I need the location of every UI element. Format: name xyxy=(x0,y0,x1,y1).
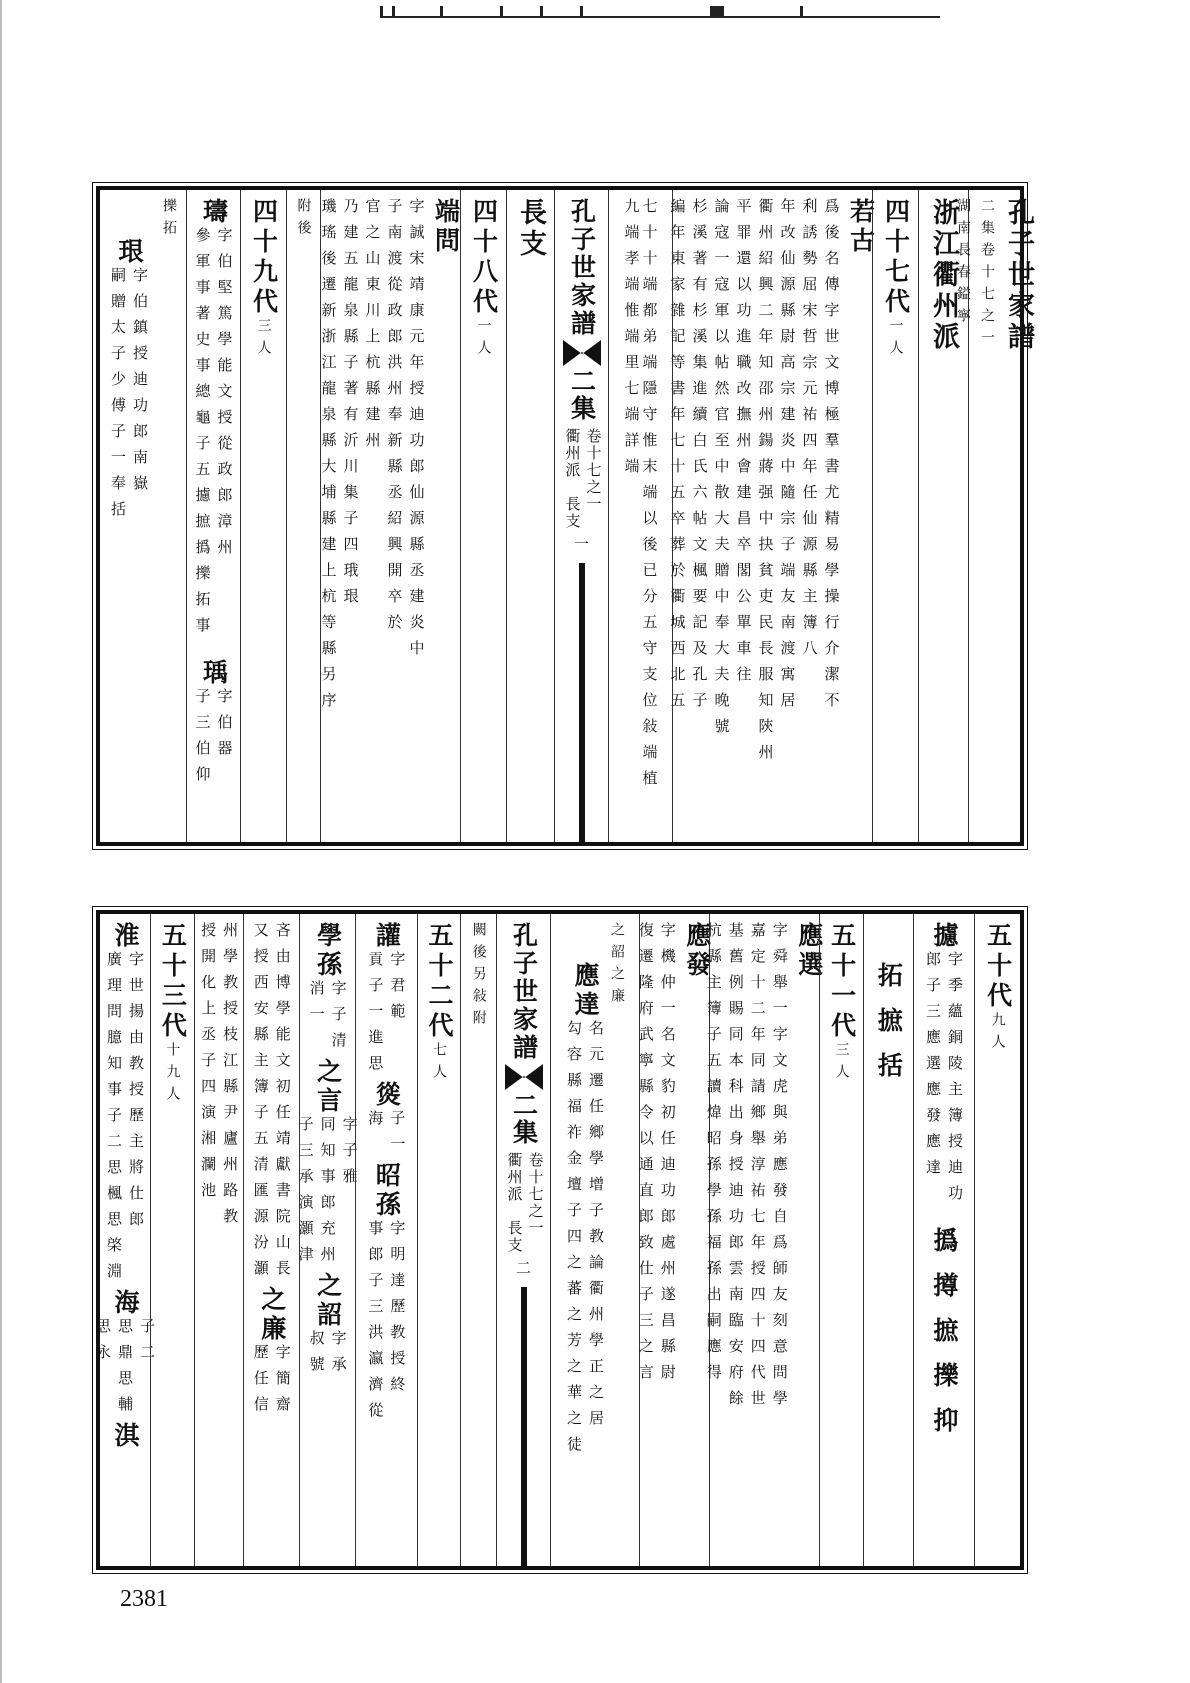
branch-title: 長支 xyxy=(515,198,546,260)
person-name: 璹 xyxy=(199,198,229,227)
gen-entry xyxy=(100,190,186,842)
biography-line: 字伯器 xyxy=(215,688,234,766)
person-name: 珢 xyxy=(115,238,144,267)
person-name: 應選 xyxy=(794,922,824,980)
changzhi-column xyxy=(506,190,554,842)
spine-bar xyxy=(521,1287,527,1566)
biography-line: 爲後名傳字世文博極羣書尤精易學操行介潔不 xyxy=(822,198,841,718)
biography-line: 同知事郎充州 xyxy=(318,1116,337,1272)
biography-line: 子三承演灝津 xyxy=(296,1116,315,1272)
generation-51-count: 三人 xyxy=(833,1042,850,1086)
spine-bar xyxy=(579,563,585,842)
fish-tail-mark-icon xyxy=(505,1064,543,1090)
appendix-note: 闕後另敍附 xyxy=(470,922,487,1032)
biography-line: 璣瑤後遷新浙江龍泉縣大埔縣建上杭等縣另序 xyxy=(319,198,338,718)
ruogu-entry xyxy=(668,190,876,842)
biography-line: 編年東家雜記等書年七十五卒葬於衢城西北五 xyxy=(668,198,687,718)
person-name: 摭 xyxy=(929,1317,959,1346)
person-name: 淇 xyxy=(111,1422,140,1451)
spine-column xyxy=(496,914,550,1566)
top-scan-marks xyxy=(380,6,940,20)
fish-tail-mark-icon xyxy=(563,340,601,366)
biography-line: 嘉定十二年同請鄉舉淳祐七年授四十四代世 xyxy=(748,922,767,1416)
ju-entry xyxy=(913,914,975,1566)
person-name: 若古 xyxy=(846,198,876,256)
biography-line: 字明達歷教授終 xyxy=(388,1220,407,1402)
huan-zhu-zhaosun-column xyxy=(355,914,417,1566)
person-name: 擽 xyxy=(929,1362,959,1391)
generation-51-label: 五十一代 xyxy=(827,922,857,1042)
notes2-column xyxy=(194,914,244,1566)
biography-line: 子二 xyxy=(138,1318,156,1370)
name-list: 之韶之廉 xyxy=(609,922,626,1010)
biography-line: 消一 xyxy=(307,980,326,1032)
biography-line: 基舊例賜同本科出身授迪功郎雲南臨安府餘 xyxy=(726,922,745,1416)
spine-collection: 二集 xyxy=(509,1092,539,1146)
biography-line: 海 xyxy=(366,1110,385,1136)
appendix-note: 附後 xyxy=(295,198,312,242)
spine-volume: 卷十七之一 xyxy=(584,428,603,513)
generation-48-count: 一人 xyxy=(475,318,492,362)
biography-line: 思鼎思輔 xyxy=(116,1318,134,1422)
generation-50-column xyxy=(974,914,1020,1566)
biography-line: 字誠宋靖康元年授迪功郎仙源縣丞建炎中 xyxy=(407,198,426,666)
spine-title: 孔子世家譜 xyxy=(509,922,539,1062)
volume-label: 二集卷十七之一 xyxy=(979,198,995,352)
generation-53-label: 五十三代 xyxy=(158,922,188,1042)
biography-line: 字機仲一名文豹初任迪功郎處州遂昌縣尉 xyxy=(658,922,677,1390)
person-name: 攄 xyxy=(929,922,959,951)
biography-line: 杭縣主簿子五讀煒昭孫學孫福孫出嗣應得 xyxy=(704,922,723,1390)
person-name: 學孫 xyxy=(313,922,343,980)
generation-50-label: 五十代 xyxy=(983,922,1013,1012)
yingfa-entry xyxy=(636,914,712,1566)
person-name: 之廉 xyxy=(257,1286,287,1344)
person-name: 之詔 xyxy=(313,1272,343,1330)
appendix-note-column xyxy=(286,190,320,842)
person-name: 海 xyxy=(111,1289,140,1318)
generation-49-count: 三人 xyxy=(255,318,272,362)
left-scan-edge xyxy=(0,0,2,1683)
name-list: 擽拓 xyxy=(161,198,177,242)
person-name: 之言 xyxy=(313,1058,343,1116)
notes-zhilian-column xyxy=(243,914,299,1566)
header-column xyxy=(955,190,1034,842)
spine-page-number: 二 xyxy=(514,1260,532,1277)
biography-line: 勾容縣福祚金壇子四之蕃之芳之華之徒 xyxy=(565,1020,584,1462)
ruogu-tail-column xyxy=(608,190,672,842)
generation-47-column xyxy=(872,190,918,842)
appendix-note-column xyxy=(460,914,496,1566)
spine-page-number: 一 xyxy=(572,536,590,553)
biography-line: 杉溪著有杉溪集進續白氏六帖文楓要記及孔子 xyxy=(690,198,709,718)
biography-line: 字伯鎮授迪功郎南嶽 xyxy=(131,267,149,501)
generation-49-column xyxy=(240,190,286,842)
genealogy-page-upper xyxy=(96,186,1034,846)
generation-52-column xyxy=(417,914,461,1566)
duanwen-entry xyxy=(320,190,460,842)
biography-line: 授開化上丞子四演湘瀾池 xyxy=(199,922,218,1208)
biography-line: 廣理問臆知事子二思楓思棨淵 xyxy=(105,951,123,1289)
generation-47-count: 一人 xyxy=(887,318,904,362)
generation-52-label: 五十二代 xyxy=(425,922,455,1042)
biography-line: 貢子一進思 xyxy=(366,951,385,1081)
book-title: 孔子世家譜 xyxy=(1003,198,1034,353)
genealogy-page-lower xyxy=(96,910,1024,1570)
generation-49-label: 四十九代 xyxy=(249,198,279,318)
page-number: 2381 xyxy=(120,1586,168,1612)
person-name: 撝 xyxy=(929,1227,959,1256)
biography-line: 叔號 xyxy=(307,1330,326,1382)
yingxuan-entry xyxy=(704,914,824,1566)
biography-line: 年改仙源縣尉高宗建炎中隨宗子端友南渡寓居 xyxy=(778,198,797,718)
person-name: 括 xyxy=(874,1052,904,1081)
biography-line: 嗣贈太子少傅子一奉括 xyxy=(109,267,127,527)
person-name: 讙 xyxy=(372,922,402,951)
xuesun-zhiyan-zhishao-column xyxy=(296,914,359,1566)
spine-section: 衢州派 長支 xyxy=(563,428,582,530)
biography-line: 官之山東川上杭縣建州 xyxy=(363,198,382,458)
biography-line: 又授西安縣主簿子五清匯源汾灝 xyxy=(251,922,270,1286)
section-title: 浙江衢州派 xyxy=(928,198,959,353)
spine-collection: 二集 xyxy=(567,368,597,422)
biography-line: 復遷隆府武寧縣令以通直郎致仕子三之言 xyxy=(636,922,655,1390)
person-name: 撙 xyxy=(929,1272,959,1301)
biography-line: 子三伯仰 xyxy=(193,688,212,792)
biography-line: 字世揚由教授歷主將仕郎 xyxy=(127,951,145,1237)
biography-line: 字伯堅篤學能文授從政郎漳州 xyxy=(215,227,234,565)
biography-line: 歷任信 xyxy=(251,1344,270,1422)
biography-line: 字子清 xyxy=(329,980,348,1058)
biography-line: 子南渡從政郎洪州奉新縣丞紹興開卒於 xyxy=(385,198,404,640)
yingda-entry xyxy=(550,914,639,1566)
biography-line: 事郎子三洪瀛濟從 xyxy=(366,1220,385,1428)
spine-title: 孔子世家譜 xyxy=(567,198,597,338)
generation-48-column xyxy=(460,190,506,842)
generation-52-count: 七人 xyxy=(431,1042,448,1086)
generation-47-label: 四十七代 xyxy=(881,198,911,318)
biography-line: 參軍事著史事總龜子五攄摭撝擽拓事 xyxy=(193,227,212,643)
generation-50-count: 九人 xyxy=(989,1012,1006,1056)
person-name: 應發 xyxy=(682,922,712,980)
person-name: 昭孫 xyxy=(372,1162,402,1220)
biography-line: 論寇一寇軍以帖然官至中散大夫贈中奉大夫晚號 xyxy=(712,198,731,744)
biography-line: 字簡齋 xyxy=(273,1344,292,1422)
biography-line: 乃建五龍泉縣子著有沂川集子四珴珢 xyxy=(341,198,360,614)
biography-line: 平罪還以功進職改撫州會建昌卒閣公單車往 xyxy=(734,198,753,692)
biography-line: 郎子三應選應發應達 xyxy=(923,951,942,1185)
chou-yu-column xyxy=(186,190,240,842)
person-name: 熧 xyxy=(372,1081,402,1110)
editor-location: 湖南長春鎰寧 xyxy=(955,198,971,330)
spine-volume: 卷十七之一 xyxy=(526,1152,545,1237)
generation-48-label: 四十八代 xyxy=(469,198,499,318)
person-name: 淮 xyxy=(111,922,140,951)
biography-line: 字承 xyxy=(329,1330,348,1382)
biography-line: 字舜舉一字文虎與弟應發自爲師友刻意問學 xyxy=(770,922,789,1416)
biography-line: 名元遷任鄉學增子教論衢州學正之居 xyxy=(587,1020,606,1436)
biography-line: 字君範 xyxy=(388,951,407,1029)
person-name: 拓 xyxy=(874,962,904,991)
person-name: 瑀 xyxy=(199,659,229,688)
biography-line: 字季蘊銅陵主簿授迪功 xyxy=(945,951,964,1211)
biography-line: 吝由博學能文初任靖獻書院山長 xyxy=(273,922,292,1286)
spine-section: 衢州派 長支 xyxy=(505,1152,524,1254)
biography-line: 利誘勢屈宋哲宗元祐四年任仙源縣主簿八 xyxy=(800,198,819,666)
tuo-column xyxy=(863,914,913,1566)
person-name: 端問 xyxy=(431,198,461,256)
biography-line: 子一 xyxy=(388,1110,407,1162)
biography-tail: 七十十端都弟端隱守惟末端以後已分五守支位敍端植九端孝端惟端里七端詳端 xyxy=(622,198,659,796)
spine-column xyxy=(554,190,608,842)
person-name: 應達 xyxy=(571,962,601,1020)
biography-line: 字子雅 xyxy=(340,1116,359,1194)
generation-53-count: 十九人 xyxy=(164,1042,181,1108)
biography-line: 思永 xyxy=(94,1318,112,1370)
huai-hai-qi-column xyxy=(94,914,156,1566)
generation-51-column xyxy=(819,914,863,1566)
biography-line: 州學教授枝江縣尹廬州路教 xyxy=(221,922,240,1234)
biography-line: 衢州紹興二年知邵州鍚蔣强中抉貧吏民長服知陝州 xyxy=(756,198,775,770)
person-name: 抑 xyxy=(929,1407,959,1436)
person-name: 摭 xyxy=(874,1007,904,1036)
generation-53-column xyxy=(150,914,194,1566)
